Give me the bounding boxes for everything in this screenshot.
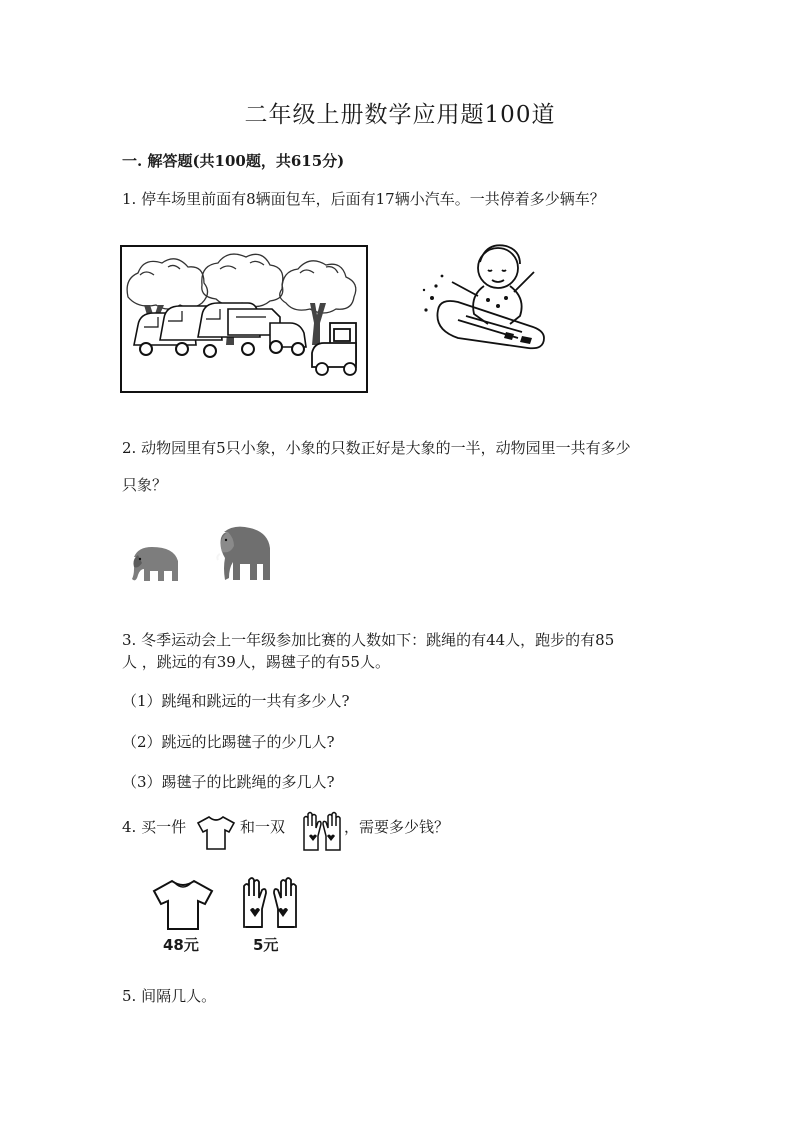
- small-elephant-image: [124, 545, 182, 585]
- question-4-part-3: ，需要多少钱？: [344, 818, 450, 836]
- question-4-part-2: 和一双: [240, 818, 286, 836]
- big-elephant-image: [210, 524, 272, 586]
- gloves-icon: [300, 812, 344, 854]
- question-3-line-2: 人 ，跳远的有39人，踢毽子的有55人。: [122, 653, 390, 671]
- question-3-line-1: 3. 冬季运动会上一年级参加比赛的人数如下：跳绳的有44人，跑步的有85: [122, 631, 615, 649]
- gloves-price-label: 5元: [253, 936, 279, 954]
- tshirt-price-image: [152, 878, 214, 932]
- question-2-line-1: 2. 动物园里有5只小象，小象的只数正好是大象的一半，动物园里一共有多少: [122, 439, 631, 457]
- parking-lot-illustration: [120, 245, 368, 393]
- tshirt-price-label: 48元: [163, 936, 199, 954]
- question-3-sub-3: （3）踢毽子的比跳绳的多几人?: [122, 773, 335, 791]
- snowboarder-illustration: [418, 240, 548, 360]
- page-title: 二年级上册数学应用题100道: [244, 102, 556, 128]
- question-5: 5. 间隔几人。: [122, 987, 217, 1005]
- question-2-line-2: 只象？: [122, 476, 168, 494]
- question-3-sub-1: （1）跳绳和跳远的一共有多少人?: [122, 692, 350, 710]
- question-3-sub-2: （2）跳远的比踢毽子的少几人?: [122, 733, 335, 751]
- question-4-part-1: 4. 买一件: [122, 818, 187, 836]
- gloves-price-image: [240, 878, 300, 934]
- section-heading: 一. 解答题(共100题，共615分): [122, 152, 345, 170]
- tshirt-icon: [196, 815, 236, 851]
- question-1: 1. 停车场里前面有8辆面包车，后面有17辆小汽车。一共停着多少辆车？: [122, 190, 605, 208]
